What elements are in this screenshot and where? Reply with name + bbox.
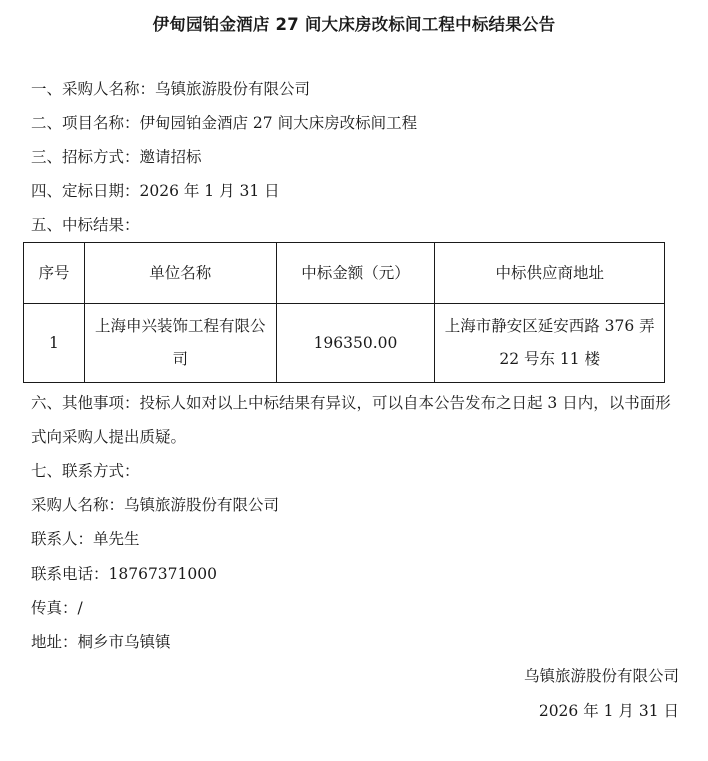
footer-org: 乌镇旅游股份有限公司 (523, 667, 679, 685)
contact-address: 地址：桐乡市乌镇镇 (31, 633, 171, 651)
contact-purchaser: 采购人名称：乌镇旅游股份有限公司 (31, 496, 280, 514)
header-address: 中标供应商地址 (435, 243, 665, 304)
page-title: 伊甸园铂金酒店 27 间大床房改标间工程中标结果公告 (152, 15, 556, 34)
contact-person: 联系人：单先生 (31, 530, 140, 548)
header-amount: 中标金额（元） (276, 243, 435, 304)
award-table (23, 242, 665, 383)
date-line: 四、定标日期：2026 年 1 月 31 日 (31, 182, 280, 200)
cell-company: 上海申兴装饰工程有限公司 (84, 304, 276, 383)
method-line: 三、招标方式：邀请招标 (31, 148, 202, 166)
contact-heading: 七、联系方式： (31, 462, 140, 480)
header-company: 单位名称 (84, 243, 276, 304)
contact-phone: 联系电话：18767371000 (31, 565, 217, 583)
table-header-row (24, 243, 665, 304)
other-matters: 六、其他事项：投标人如对以上中标结果有异议，可以自本公告发布之日起 3 日内，以书面形式向采购人提出质疑。 (31, 394, 671, 446)
cell-amount: 196350.00 (276, 304, 435, 383)
footer-date: 2026 年 1 月 31 日 (538, 702, 679, 720)
header-index: 序号 (24, 243, 85, 304)
project-line: 二、项目名称：伊甸园铂金酒店 27 间大床房改标间工程 (31, 114, 418, 132)
cell-address: 上海市静安区延安西路 376 弄 22 号东 11 楼 (435, 304, 665, 383)
table-row (24, 304, 665, 383)
contact-fax: 传真：/ (31, 599, 83, 617)
purchaser-line: 一、采购人名称：乌镇旅游股份有限公司 (31, 80, 311, 98)
cell-index: 1 (24, 304, 85, 383)
result-heading: 五、中标结果： (31, 216, 140, 234)
